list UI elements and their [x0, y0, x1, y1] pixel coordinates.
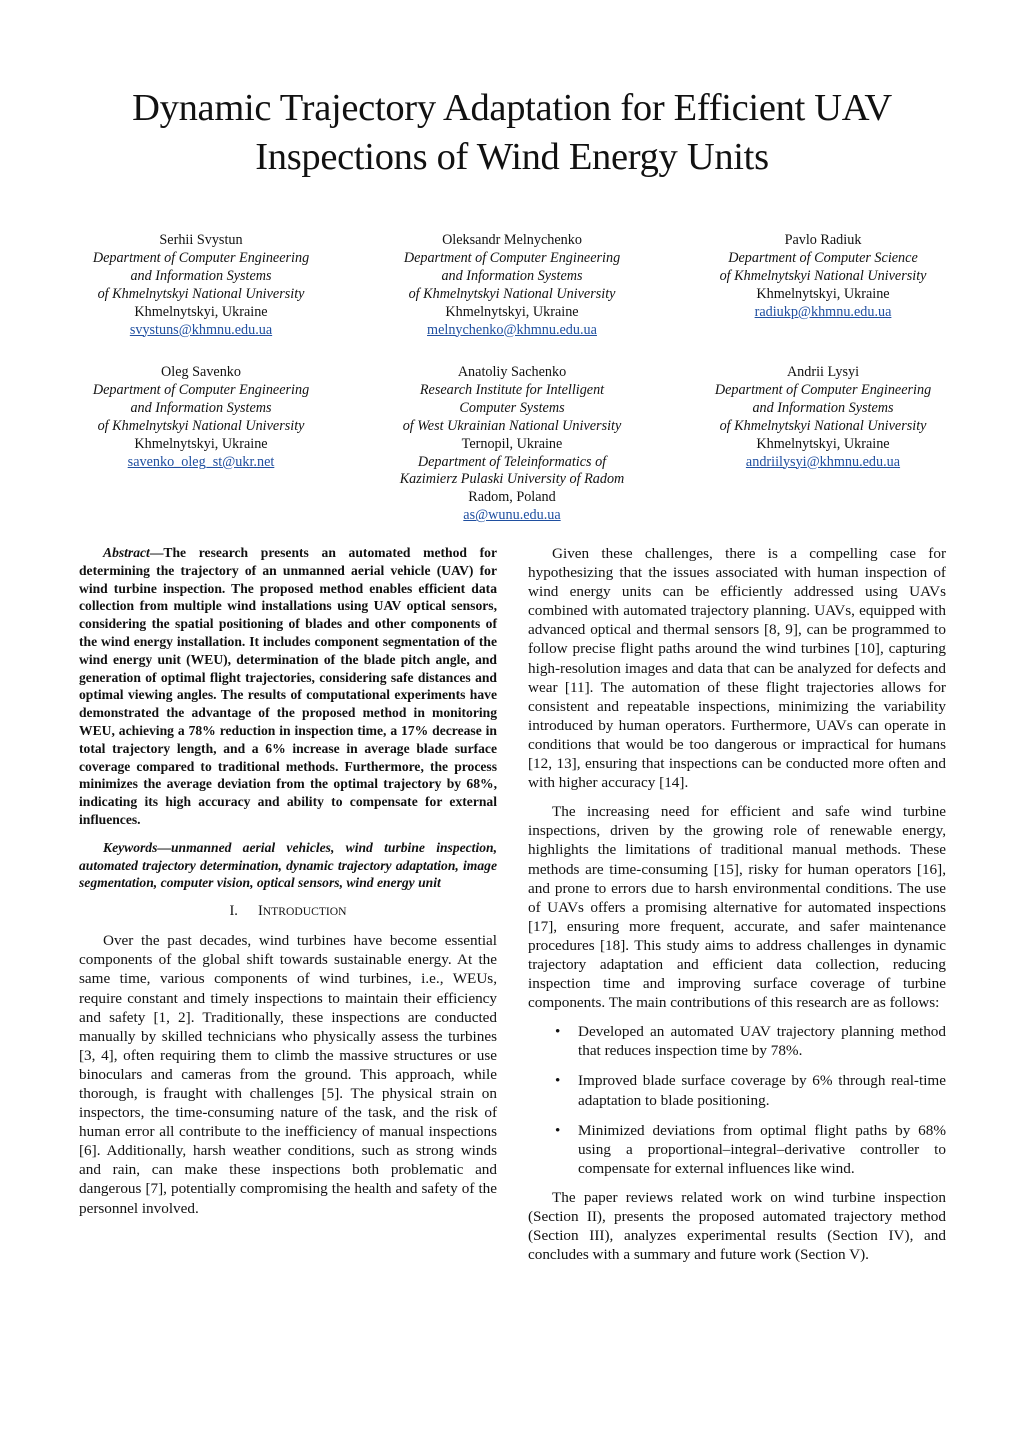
paper-title-line-2: Inspections of Wind Energy Units — [255, 136, 769, 178]
author-email-link[interactable]: melnychenko@khmnu.edu.ua — [427, 321, 597, 338]
paper-title — [60, 84, 964, 182]
author-affiliation-line: Department of Computer Engineering — [92, 381, 310, 398]
author-block — [367, 364, 657, 525]
section-title-rest: NTRODUCTION — [262, 905, 347, 919]
bullet-icon: • — [555, 1072, 561, 1090]
list-item-text: Improved blade surface coverage by 6% through real-time adaptation to blade positioning. — [578, 1072, 946, 1109]
author-affiliation-line: Department of Computer Engineering — [714, 381, 932, 398]
section-number: I. — [229, 903, 238, 920]
author-email-link[interactable]: as@wunu.edu.ua — [463, 507, 561, 524]
bullet-icon: • — [555, 1023, 561, 1041]
author-location: Radom, Poland — [468, 489, 556, 506]
author-affiliation-line: Department of Computer Science — [728, 249, 918, 266]
author-affiliation-line: and Information Systems — [130, 267, 272, 284]
author-name: Anatoliy Sachenko — [457, 364, 567, 380]
author-affiliation-line: and Information Systems — [752, 399, 894, 416]
abstract-dash: — — [149, 545, 164, 560]
author-email-link[interactable]: savenko_oleg_st@ukr.net — [127, 453, 275, 470]
list-item — [528, 1121, 946, 1178]
list-item — [528, 1071, 946, 1109]
author-affiliation-line: of Khmelnytskyi National University — [408, 285, 616, 302]
author-affiliation-line: of Khmelnytskyi National University — [97, 285, 305, 302]
list-item-text: Minimized deviations from optimal flight paths by 68% using a proportional–integral–derivative controller to compensate for external influences like wind. — [578, 1121, 946, 1177]
section-title-initial: I — [257, 903, 263, 920]
bullet-icon: • — [555, 1121, 561, 1139]
keywords-label: Keywords — [103, 839, 158, 855]
keywords — [79, 839, 497, 892]
list-item — [528, 1022, 946, 1060]
author-location: Khmelnytskyi, Ukraine — [134, 303, 268, 320]
body-paragraph: The increasing need for efficient and safe wind turbine inspections, driven by the growing role of renewable energy, highlights the limitations of traditional manual methods. These methods are time-consuming [15], risky for human operators [16], and prone to errors due to harsh environmental conditions. The use of UAVs offers a promising alternative for automated inspections [17], ensuring more frequent, accurate, and safer maintenance procedures [18]. This study aims to address challenges in dynamic trajectory adaptation and efficient data collection, reducing inspection time and improving surface coverage of turbine components. The main contributions of this research are as follows: — [528, 803, 946, 1012]
author-affiliation-line: Computer Systems — [459, 399, 565, 416]
abstract — [79, 544, 497, 829]
body-paragraph: The paper reviews related work on wind turbine inspection (Section II), presents the proposed automated trajectory method (Section III), analyzes experimental results (Section IV), and concludes with a summary and future work (Section V). — [528, 1188, 946, 1264]
left-column — [79, 544, 497, 1218]
section-heading — [79, 902, 497, 921]
author-name: Oleksandr Melnychenko — [442, 232, 582, 248]
author-affiliation-line: of Khmelnytskyi National University — [719, 417, 927, 434]
author-affiliation-line: Department of Computer Engineering — [403, 249, 621, 266]
author-block — [678, 364, 968, 471]
author-block — [56, 232, 346, 339]
list-item-text: Developed an automated UAV trajectory planning method that reduces inspection time by 78%. — [578, 1023, 946, 1060]
author-name: Serhii Svystun — [159, 232, 243, 248]
author-affiliation-line: Kazimierz Pulaski University of Radom — [399, 471, 625, 488]
intro-paragraph: Over the past decades, wind turbines have become essential components of the global shift towards sustainable energy. At the same time, various components of wind turbines, i.e., WEUs, require constant and timely inspections to maintain their efficiency and safety [1, 2]. Traditionally, these inspections are conducted manually by skilled technicians who physically assess the turbines [3, 4], often requiring them to climb the massive structures or use binoculars and cameras from the ground. This approach, while thorough, is fraught with challenges [5]. The physical strain on inspectors, the time-consuming nature of the task, and the risk of human error all contribute to the inefficiency of manual inspections [6]. Additionally, harsh weather conditions, such as strong winds and rain, can make these inspections both problematic and dangerous [7], potentially compromising the health and safety of the personnel involved. — [79, 932, 497, 1217]
author-location: Khmelnytskyi, Ukraine — [756, 435, 890, 452]
author-email-link[interactable]: svystuns@khmnu.edu.ua — [129, 321, 273, 338]
author-affiliation-line: Department of Teleinformatics of — [417, 453, 607, 470]
author-email-link[interactable]: radiukp@khmnu.edu.ua — [754, 303, 892, 320]
author-affiliation-line: of Khmelnytskyi National University — [719, 267, 927, 284]
author-name: Oleg Savenko — [161, 364, 241, 380]
author-email-link[interactable]: andriilysyi@khmnu.edu.ua — [745, 453, 901, 470]
right-column — [528, 544, 946, 1264]
author-name: Pavlo Radiuk — [784, 232, 862, 248]
author-affiliation-line: and Information Systems — [130, 399, 272, 416]
author-block — [56, 364, 346, 471]
author-affiliation-line: of West Ukrainian National University — [402, 417, 622, 434]
abstract-label: Abstract — [103, 545, 150, 560]
author-location: Ternopil, Ukraine — [461, 435, 563, 452]
author-affiliation-line: Department of Computer Engineering — [92, 249, 310, 266]
author-affiliation-line: and Information Systems — [441, 267, 583, 284]
author-location: Khmelnytskyi, Ukraine — [756, 285, 890, 302]
body-paragraph: Given these challenges, there is a compelling case for hypothesizing that the issues associated with human inspection of wind energy units can be efficiently addressed using UAVs combined with automated trajectory planning. UAVs, equipped with advanced optical and thermal sensors [8, 9], can be programmed to follow precise flight paths around the wind turbines [10], capturing high-resolution images and data that can be analyzed for defects and wear [11]. The automation of these flight trajectories allows for consistent and repeatable inspections, minimizing the variability introduced by human operators. Furthermore, UAVs can operate in conditions that would be too dangerous or impractical for humans [12, 13], ensuring that inspections can be conducted more often and with higher accuracy [14]. — [528, 545, 946, 792]
author-name: Andrii Lysyi — [786, 364, 860, 380]
author-affiliation-line: Research Institute for Intelligent — [419, 381, 605, 398]
keywords-text: unmanned aerial vehicles, wind turbine inspection, automated trajectory determination, dynamic trajectory adaptation, image segmentation, computer vision, optical sensors, wind energy unit — [79, 839, 497, 891]
author-location: Khmelnytskyi, Ukraine — [134, 435, 268, 452]
author-affiliation-line: of Khmelnytskyi National University — [97, 417, 305, 434]
author-location: Khmelnytskyi, Ukraine — [445, 303, 579, 320]
abstract-text: The research presents an automated method for determining the trajectory of an unmanned aerial vehicle (UAV) for wind turbine inspection. The proposed method enables efficient data collection from multiple wind installations using UAV optical sensors, considering the spatial positioning of blades and other components of the wind energy installation. It includes component segmentation of the wind energy unit (WEU), determination of the blade pitch angle, and generation of optimal flight trajectories, considering safe distances and optimal viewing angles. The results of computational experiments have demonstrated the advantage of the proposed method in monitoring WEU, achieving a 78% reduction in inspection time, a 17% decrease in total trajectory length, and a 6% increase in average blade surface coverage compared to traditional methods. Furthermore, the process minimizes the average deviation from the optimal trajectory by 68%, indicating its high accuracy and ability to compensate for external influences. — [79, 545, 497, 827]
author-block — [367, 232, 657, 339]
keywords-dash: — — [157, 839, 171, 855]
paper-title-line-1: Dynamic Trajectory Adaptation for Efficient UAV — [132, 87, 892, 129]
contributions-list — [528, 1022, 946, 1178]
author-block — [678, 232, 968, 322]
